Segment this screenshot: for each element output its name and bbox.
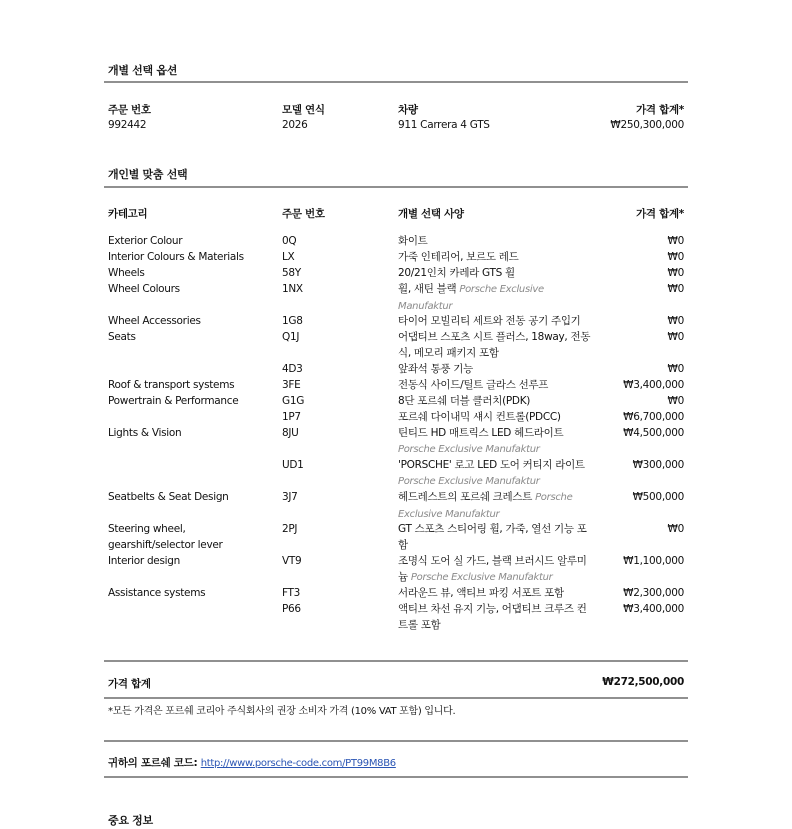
row-spec: [398, 425, 596, 458]
row-spec-text: 액티브 차선 유지 기능, 어댑티브 크루즈 컨트롤 포함: [398, 603, 587, 631]
porsche-code-line: [108, 755, 396, 770]
row-spec: [398, 409, 596, 425]
divider: [104, 740, 688, 742]
row-code: 8JU: [282, 427, 299, 439]
row-code: Q1J: [282, 331, 300, 343]
header-price: 가격 합계*: [636, 208, 684, 220]
row-spec: [398, 585, 596, 601]
row-code: G1G: [282, 395, 305, 407]
row-category: Interior design: [108, 555, 180, 567]
row-spec-text: 앞좌석 통풍 기능: [398, 363, 473, 375]
divider: [104, 186, 688, 188]
row-price: ₩1,100,000: [623, 555, 684, 567]
base-price-value: ₩250,300,000: [610, 119, 684, 131]
row-spec: [398, 281, 596, 315]
row-spec-text: 가죽 인테리어, 보르도 레드: [398, 251, 519, 263]
row-price: ₩0: [667, 395, 684, 407]
row-code: P66: [282, 603, 301, 615]
row-price: ₩0: [667, 267, 684, 279]
row-spec: [398, 329, 596, 361]
row-category: Seatbelts & Seat Design: [108, 491, 229, 503]
row-code: LX: [282, 251, 295, 263]
row-category: Wheels: [108, 267, 145, 279]
row-price: ₩0: [667, 363, 684, 375]
row-code: FT3: [282, 587, 301, 599]
row-price: ₩3,400,000: [623, 603, 684, 615]
row-spec-text: 조명식 도어 실 가드, 블랙 브러시드 알루미늄: [398, 555, 587, 583]
exclusive-manufaktur-tag: Porsche Exclusive Manufaktur: [398, 284, 544, 312]
row-spec: [398, 521, 596, 553]
row-code: 4D3: [282, 363, 303, 375]
row-category: Seats: [108, 331, 136, 343]
row-price: ₩500,000: [632, 491, 684, 503]
row-spec: [398, 249, 596, 265]
porsche-code-link[interactable]: http://www.porsche-code.com/PT99M8B6: [200, 758, 396, 769]
row-category: Powertrain & Performance: [108, 395, 239, 407]
row-price: ₩3,400,000: [623, 379, 684, 391]
row-spec-text: 헤드레스트의 포르쉐 크레스트: [398, 491, 536, 503]
row-price: ₩0: [667, 235, 684, 247]
row-spec-text: 서라운드 뷰, 액티브 파킹 서포트 포함: [398, 587, 564, 599]
row-spec-text: 틴티드 HD 매트릭스 LED 헤드라이트: [398, 427, 564, 439]
row-code: 1NX: [282, 283, 303, 295]
header-code: 주문 번호: [282, 208, 325, 220]
section-title-personalization: 개인별 맞춤 선택: [108, 168, 188, 181]
row-category: Roof & transport systems: [108, 379, 235, 391]
exclusive-manufaktur-tag: Porsche Exclusive Manufaktur: [410, 572, 553, 583]
row-category: Exterior Colour: [108, 235, 183, 247]
row-code: 1G8: [282, 315, 303, 327]
row-category: Wheel Accessories: [108, 315, 201, 327]
row-code: 0Q: [282, 235, 297, 247]
row-code: 58Y: [282, 267, 301, 279]
row-price: ₩6,700,000: [623, 411, 684, 423]
header-vehicle: 차량: [398, 104, 418, 116]
exclusive-manufaktur-tag: Porsche Exclusive Manufaktur: [398, 444, 540, 455]
row-spec-text: 어댑티브 스포츠 시트 플러스, 18way, 전동식, 메모리 패키지 포함: [398, 331, 591, 359]
row-category: Lights & Vision: [108, 427, 182, 439]
divider: [104, 697, 688, 699]
row-spec: [398, 361, 596, 377]
important-info-title: 중요 정보: [108, 814, 153, 827]
row-spec: [398, 457, 596, 490]
row-spec-text: 8단 포르쉐 더블 클러치(PDK): [398, 395, 531, 407]
row-code: UD1: [282, 459, 304, 471]
row-code: 3FE: [282, 379, 301, 391]
row-spec: [398, 393, 596, 409]
row-price: ₩0: [667, 315, 684, 327]
row-spec-text: 화이트: [398, 235, 428, 247]
header-category: 카테고리: [108, 208, 148, 220]
header-model-year: 모델 연식: [282, 104, 325, 116]
row-spec: [398, 313, 596, 329]
row-price: ₩0: [667, 523, 684, 535]
exclusive-manufaktur-tag: Porsche Exclusive Manufaktur: [398, 492, 573, 520]
row-price: ₩4,500,000: [623, 427, 684, 439]
row-code: VT9: [282, 555, 302, 567]
row-price: ₩0: [667, 283, 684, 295]
row-code: 3J7: [282, 491, 298, 503]
header-total-price: 가격 합계*: [636, 104, 684, 116]
row-spec-text: GT 스포츠 스티어링 휠, 가죽, 열선 기능 포함: [398, 523, 587, 551]
model-year-value: 2026: [282, 119, 308, 131]
row-category: Interior Colours & Materials: [108, 251, 244, 263]
row-spec-text: 포르쉐 다이내믹 섀시 컨트롤(PDCC): [398, 411, 561, 423]
row-spec: [398, 265, 596, 281]
row-price: ₩300,000: [632, 459, 684, 471]
section-title-options: 개별 선택 옵션: [108, 64, 178, 77]
exclusive-manufaktur-tag: Porsche Exclusive Manufaktur: [398, 476, 540, 487]
row-price: ₩0: [667, 331, 684, 343]
price-footnote: *모든 가격은 포르쉐 코리아 주식회사의 권장 소비자 가격 (10% VAT 포함) 입니다.: [108, 706, 456, 717]
row-spec: [398, 233, 596, 249]
total-value: ₩272,500,000: [602, 676, 684, 688]
row-category: Steering wheel, gearshift/selector lever: [108, 523, 223, 551]
header-order-number: 주문 번호: [108, 104, 151, 116]
row-spec: [398, 377, 596, 393]
vehicle-value: 911 Carrera 4 GTS: [398, 119, 490, 131]
row-spec: [398, 553, 596, 586]
row-spec-text: 20/21인치 카레라 GTS 휠: [398, 267, 515, 279]
row-price: ₩0: [667, 251, 684, 263]
row-code: 1P7: [282, 411, 301, 423]
row-spec-text: 전동식 사이드/틸트 글라스 선루프: [398, 379, 549, 391]
porsche-code-label: 귀하의 포르쉐 코드:: [108, 757, 198, 769]
row-code: 2PJ: [282, 523, 298, 535]
divider: [104, 81, 688, 83]
row-spec: [398, 601, 596, 633]
header-spec: 개별 선택 사양: [398, 208, 464, 220]
order-number-value: 992442: [108, 119, 147, 131]
divider: [104, 660, 688, 662]
row-category: Assistance systems: [108, 587, 206, 599]
row-price: ₩2,300,000: [623, 587, 684, 599]
row-spec-text: 휠, 새틴 블랙: [398, 283, 460, 295]
row-spec-text: 'PORSCHE' 로고 LED 도어 커티지 라이트: [398, 459, 585, 471]
row-spec-text: 타이어 모빌리티 세트와 전동 공기 주입기: [398, 315, 581, 327]
divider: [104, 776, 688, 778]
row-category: Wheel Colours: [108, 283, 180, 295]
row-spec: [398, 489, 596, 523]
total-label: 가격 합계: [108, 678, 151, 690]
